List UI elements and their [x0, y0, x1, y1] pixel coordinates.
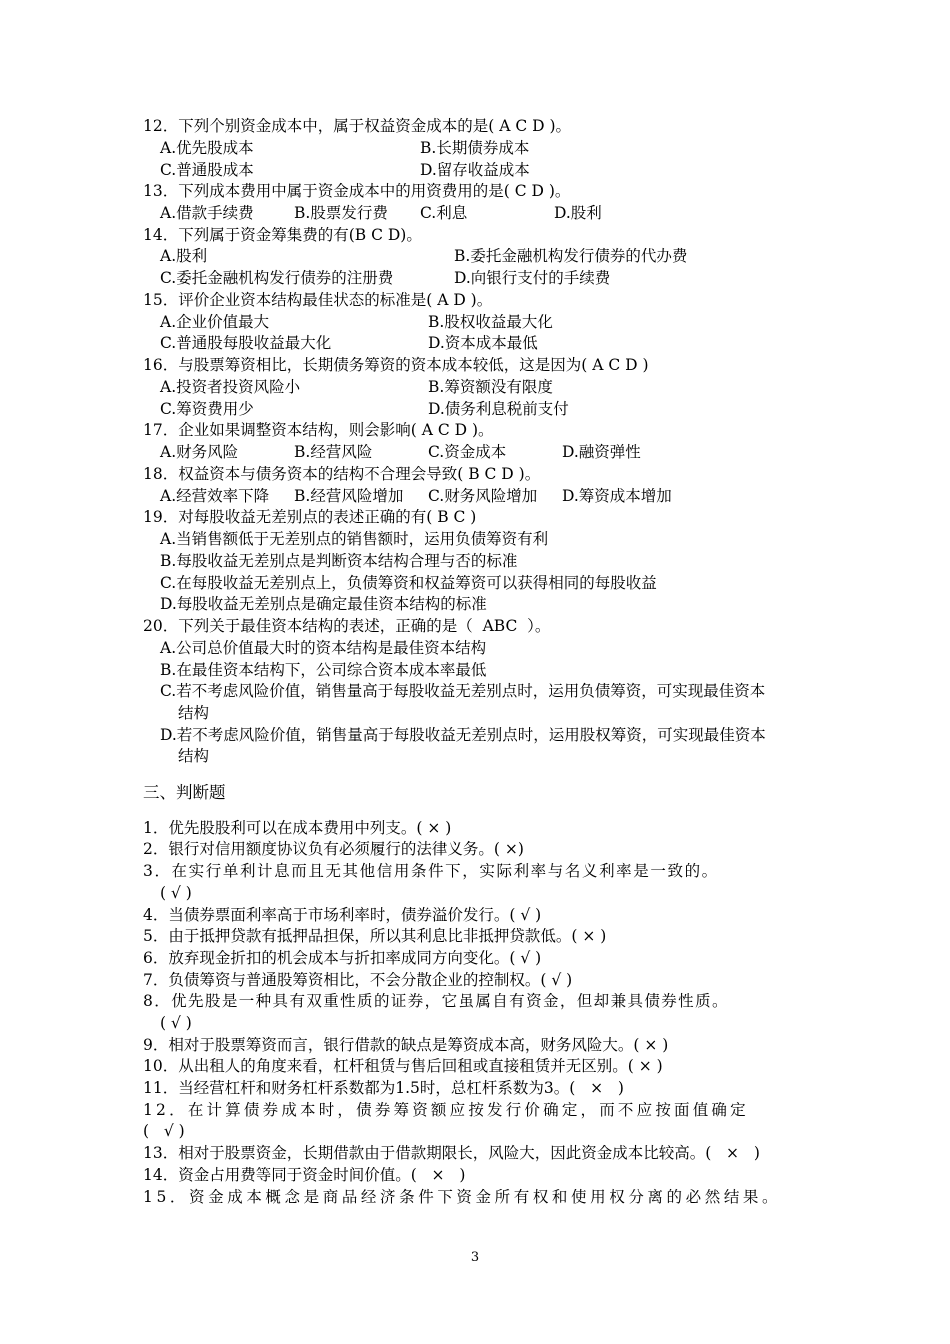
section-heading: 三、判断题	[143, 783, 226, 802]
question-19-option-d: D.每股收益无差别点是确定最佳资本结构的标准	[160, 595, 487, 613]
question-20-option-c-continued: 结构	[178, 704, 210, 722]
question-16-option-d: D.债务利息税前支付	[428, 400, 569, 418]
question-14-option-b: B.委托金融机构发行债券的代办费	[454, 247, 688, 265]
page-number: 3	[470, 1250, 480, 1265]
question-19-option-c: C.在每股收益无差别点上，负债筹资和权益筹资可以获得相同的每股收益	[160, 574, 657, 592]
question-12-option-a: A.优先股成本	[160, 139, 254, 157]
question-16-option-c: C.筹资费用少	[160, 400, 254, 418]
tf-item-3: 3．在实行单利计息而且无其他信用条件下，实际利率与名义利率是一致的。	[143, 862, 719, 880]
question-20-option-b: B.在最佳资本结构下，公司综合资本成本率最低	[160, 661, 487, 679]
question-12-option-b: B.长期债券成本	[420, 139, 530, 157]
tf-item-8-answer: ( √ )	[160, 1014, 192, 1032]
tf-item-9: 9．相对于股票筹资而言，银行借款的缺点是筹资成本高，财务风险大。( × )	[143, 1036, 669, 1054]
tf-item-6: 6．放弃现金折扣的机会成本与折扣率成同方向变化。( √ )	[143, 949, 542, 967]
question-12-option-d: D.留存收益成本	[420, 161, 530, 179]
tf-item-13: 13．相对于股票资金，长期借款由于借款期限长，风险大，因此资金成本比较高。( × )	[143, 1144, 760, 1162]
question-18-option-c: C.财务风险增加	[428, 487, 538, 505]
question-13-option-c: C.利息	[420, 204, 468, 222]
question-17-option-d: D.融资弹性	[562, 443, 641, 461]
question-17-option-c: C.资金成本	[428, 443, 507, 461]
question-13-option-d: D.股利	[554, 204, 602, 222]
question-14-stem: 14．下列属于资金筹集费的有(B C D)。	[143, 226, 422, 244]
question-12-option-c: C.普通股成本	[160, 161, 254, 179]
question-16-option-a: A.投资者投资风险小	[160, 378, 301, 396]
tf-item-15: 15．资金成本概念是商品经济条件下资金所有权和使用权分离的必然结果。	[143, 1188, 782, 1206]
question-14-option-a: A.股利	[160, 247, 208, 265]
question-20-option-a: A.公司总价值最大时的资本结构是最佳资本结构	[160, 639, 487, 657]
question-18-option-a: A.经营效率下降	[160, 487, 270, 505]
question-19-stem: 19．对每股收益无差别点的表述正确的有( B C )	[143, 508, 477, 526]
question-13-stem: 13．下列成本费用中属于资金成本中的用资费用的是( C D )。	[143, 182, 571, 200]
tf-item-4: 4．当债券票面利率高于市场利率时，债券溢价发行。( √ )	[143, 906, 542, 924]
question-20-stem: 20．下列关于最佳资本结构的表述，正确的是（ ABC ）。	[143, 617, 551, 635]
question-15-option-c: C.普通股每股收益最大化	[160, 334, 332, 352]
question-15-option-d: D.资本成本最低	[428, 334, 538, 352]
tf-item-2: 2．银行对信用额度协议负有必须履行的法律义务。( ×)	[143, 840, 524, 858]
tf-item-3-answer: ( √ )	[160, 884, 192, 902]
question-19-option-a: A.当销售额低于无差别点的销售额时，运用负债筹资有利	[160, 530, 549, 548]
tf-item-12: 12．在计算债券成本时，债券筹资额应按发行价确定，而不应按面值确定	[143, 1101, 749, 1119]
question-17-option-b: B.经营风险	[294, 443, 373, 461]
question-15-option-b: B.股权收益最大化	[428, 313, 553, 331]
tf-item-14: 14．资金占用费等同于资金时间价值。( × )	[143, 1166, 466, 1184]
question-12-stem: 12．下列个别资金成本中，属于权益资金成本的是( A C D )。	[143, 117, 572, 135]
question-14-option-c: C.委托金融机构发行债券的注册费	[160, 269, 394, 287]
question-17-stem: 17．企业如果调整资本结构，则会影响( A C D )。	[143, 421, 494, 439]
question-18-stem: 18．权益资本与债务资本的结构不合理会导致( B C D )。	[143, 465, 541, 483]
tf-item-1: 1．优先股股利可以在成本费用中列支。( × )	[143, 819, 452, 837]
question-15-stem: 15．评价企业资本结构最佳状态的标准是( A D )。	[143, 291, 493, 309]
question-20-option-d: D.若不考虑风险价值，销售量高于每股收益无差别点时，运用股权筹资，可实现最佳资本	[160, 726, 766, 744]
tf-item-5: 5．由于抵押贷款有抵押品担保，所以其利息比非抵押贷款低。( × )	[143, 927, 607, 945]
tf-item-8: 8．优先股是一种具有双重性质的证券，它虽属自有资金，但却兼具债券性质。	[143, 992, 729, 1010]
tf-item-11: 11．当经营杠杆和财务杠杆系数都为1.5时，总杠杆系数为3。( × )	[143, 1079, 624, 1097]
question-20-option-d-continued: 结构	[178, 747, 210, 765]
question-18-option-d: D.筹资成本增加	[562, 487, 672, 505]
tf-item-10: 10．从出租人的角度来看，杠杆租赁与售后回租或直接租赁并无区别。( × )	[143, 1057, 663, 1075]
question-18-option-b: B.经营风险增加	[294, 487, 404, 505]
question-13-option-a: A.借款手续费	[160, 204, 254, 222]
question-16-stem: 16．与股票筹资相比，长期债务筹资的资本成本较低，这是因为( A C D )	[143, 356, 649, 374]
question-17-option-a: A.财务风险	[160, 443, 239, 461]
question-15-option-a: A.企业价值最大	[160, 313, 270, 331]
question-20-option-c: C.若不考虑风险价值，销售量高于每股收益无差别点时，运用负债筹资，可实现最佳资本	[160, 682, 766, 700]
tf-item-12-answer: ( √ )	[143, 1122, 185, 1140]
tf-item-7: 7．负债筹资与普通股筹资相比，不会分散企业的控制权。( √ )	[143, 971, 573, 989]
question-14-option-d: D.向银行支付的手续费	[454, 269, 611, 287]
question-16-option-b: B.筹资额没有限度	[428, 378, 553, 396]
question-13-option-b: B.股票发行费	[294, 204, 388, 222]
question-19-option-b: B.每股收益无差别点是判断资本结构合理与否的标准	[160, 552, 518, 570]
